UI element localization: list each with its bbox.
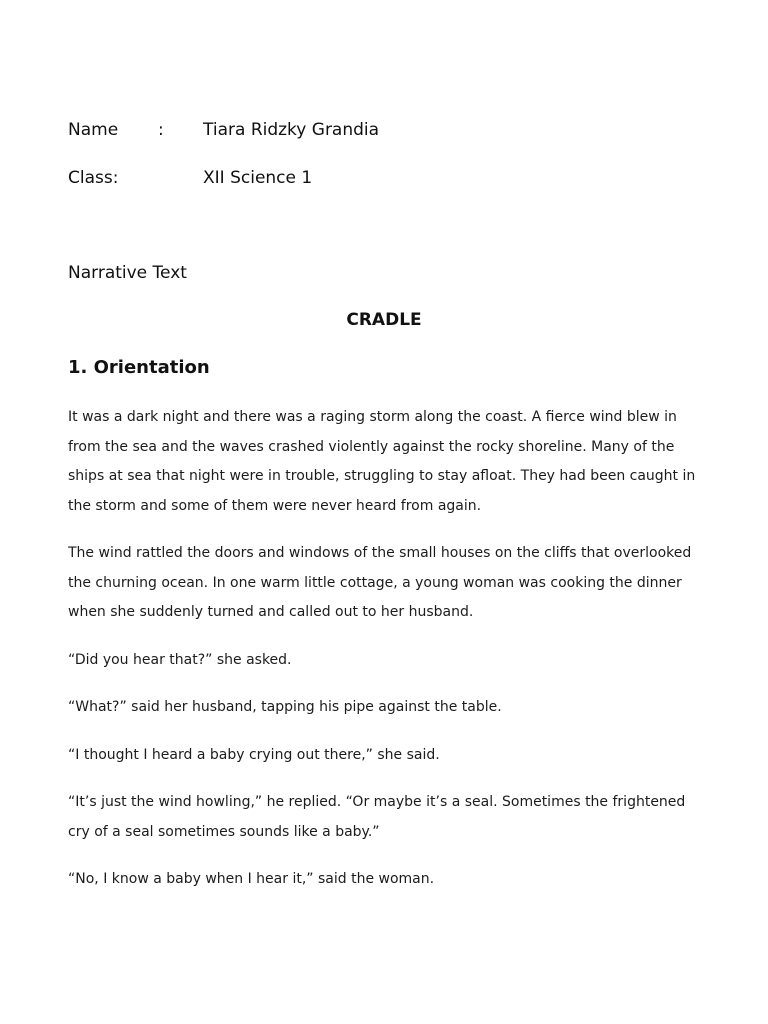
- paragraph: “What?” said her husband, tapping his pipe against the table.: [68, 699, 502, 715]
- paragraph: “I thought I heard a baby crying out there,” she said.: [68, 746, 440, 763]
- paragraph: “It’s just the wind howling,” he replied. “Or maybe it’s a seal. Sometimes the frightened cry of a seal sometimes sounds like a baby.”: [68, 794, 686, 840]
- class-label: Class:: [68, 168, 119, 188]
- name-colon: :: [158, 120, 164, 140]
- paragraph: The wind rattled the doors and windows of the small houses on the cliffs that overlooked the churning ocean. In one warm little cottage, a young woman was cooking the dinner when she suddenly turned and called out to her husband.: [68, 545, 692, 620]
- genre-label: Narrative Text: [68, 263, 187, 283]
- paragraph: “Did you hear that?” she asked.: [68, 651, 292, 668]
- story-body: [68, 403, 698, 913]
- name-label: Name: [68, 120, 119, 140]
- paragraph: “No, I know a baby when I hear it,” said the woman.: [68, 871, 435, 887]
- class-value: XII Science 1: [203, 168, 313, 188]
- paragraph: It was a dark night and there was a raging storm along the coast. A fierce wind blew in from the sea and the waves crashed violently against the rocky shoreline. Many of the ships at sea that night were in trouble, struggling to stay afloat. They had been caught in the storm and some of them were never heard from again.: [68, 409, 696, 514]
- story-title: CRADLE: [346, 310, 422, 330]
- name-value: Tiara Ridzky Grandia: [203, 120, 380, 140]
- section-heading: 1. Orientation: [68, 357, 210, 378]
